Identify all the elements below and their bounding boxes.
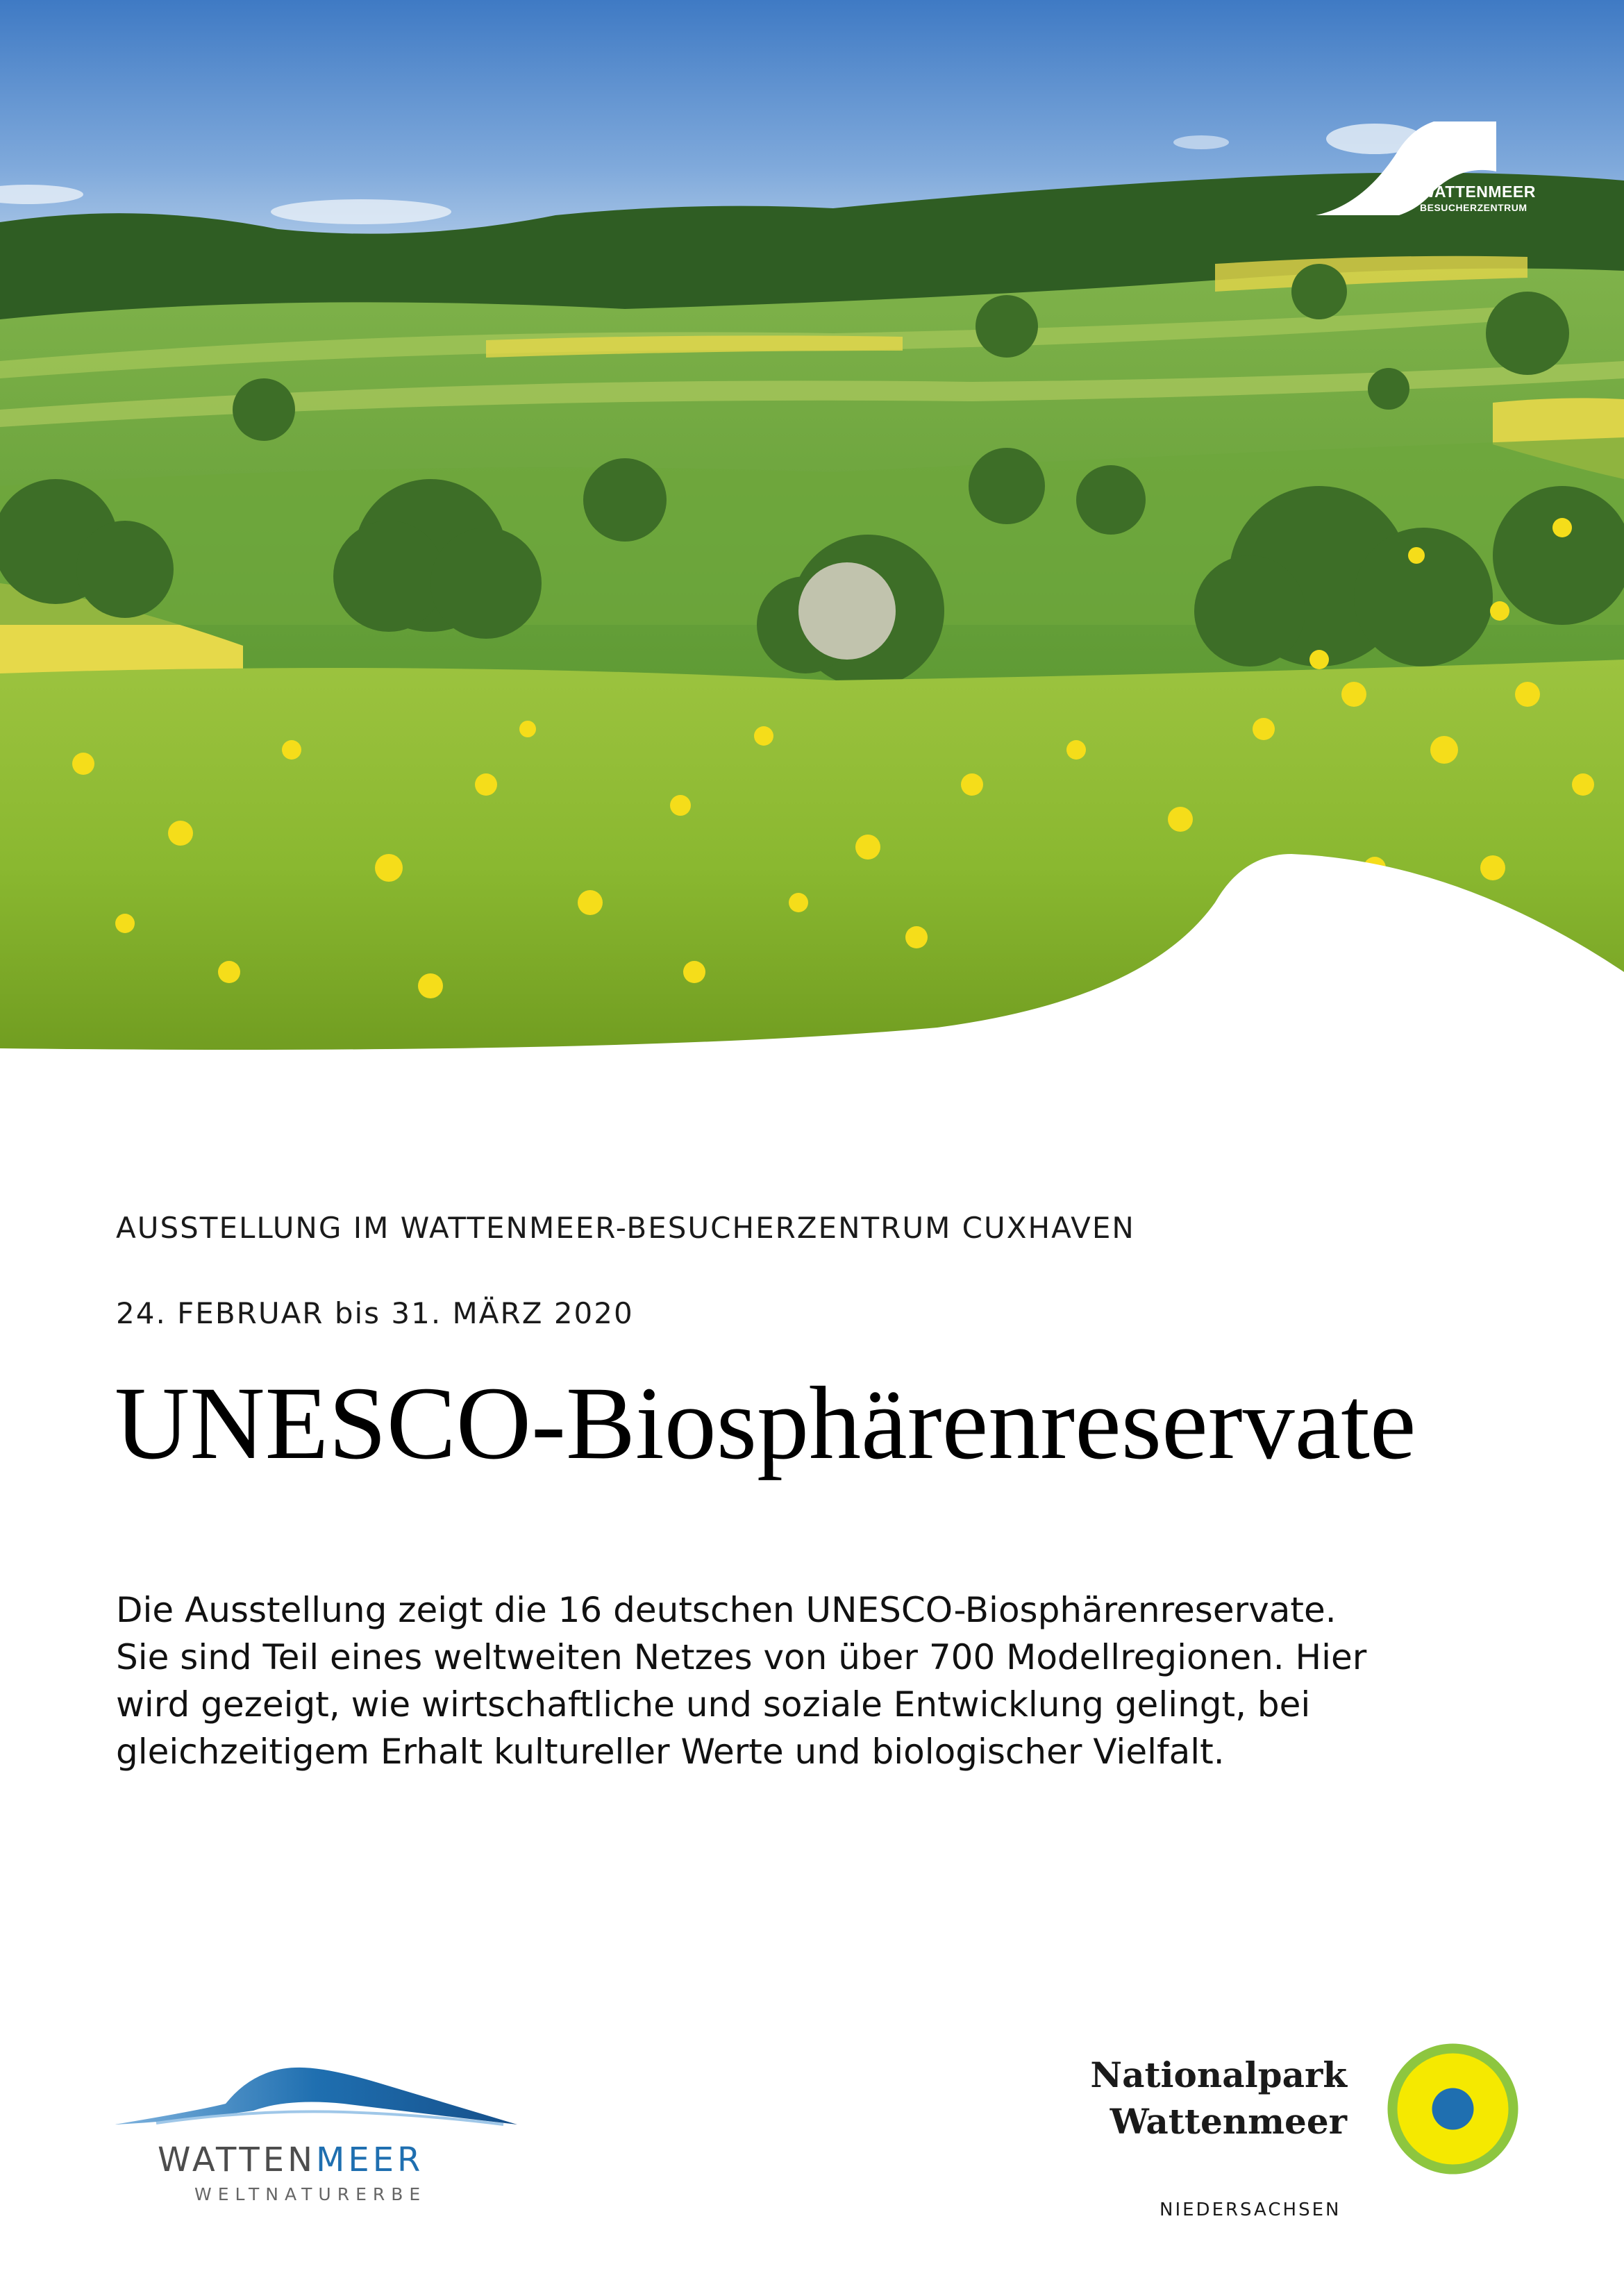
logo-wordmark-part1: WATTEN xyxy=(158,2140,316,2179)
description-line: wird gezeigt, wie wirtschaftliche und soziale Entwicklung gelingt, bei xyxy=(116,1684,1311,1725)
nationalpark-line2: Wattenmeer xyxy=(1110,2101,1347,2142)
wave-logo-icon xyxy=(115,2055,517,2138)
wattenmeer-weltnaturerbe-logo xyxy=(115,2055,517,2208)
nationalpark-emblem-icon xyxy=(1385,2041,1521,2177)
wattenmeer-besucherzentrum-logo xyxy=(1316,121,1548,215)
hero-landscape-image xyxy=(0,0,1624,1073)
description-paragraph xyxy=(116,1586,1532,1775)
description-line: Sie sind Teil eines weltweiten Netzes von über 700 Modellregionen. Hier xyxy=(116,1637,1367,1677)
logo-wordmark xyxy=(158,2140,424,2179)
nationalpark-region: NIEDERSACHSEN xyxy=(1160,2199,1341,2220)
logo-wordmark-part2: MEER xyxy=(315,2140,424,2179)
date-range: 24. FEBRUAR bis 31. MÄRZ 2020 xyxy=(116,1296,634,1330)
exhibition-subtitle: AUSSTELLUNG IM WATTENMEER-BESUCHERZENTRUM CUXHAVEN xyxy=(116,1211,1135,1245)
description-line: gleichzeitigem Erhalt kultureller Werte und biologischer Vielfalt. xyxy=(116,1732,1225,1772)
page-title: UNESCO-Biosphärenreservate xyxy=(115,1366,1416,1481)
logo-subtitle: BESUCHERZENTRUM xyxy=(1420,202,1527,213)
nationalpark-line1: Nationalpark xyxy=(1090,2054,1347,2095)
description-line: Die Ausstellung zeigt die 16 deutschen UNESCO-Biosphärenreservate. xyxy=(116,1590,1337,1630)
logo-subtitle: WELTNATURERBE xyxy=(194,2184,427,2204)
logo-name: WATTENMEER xyxy=(1420,183,1536,201)
nationalpark-logo-text xyxy=(1069,2052,1347,2145)
